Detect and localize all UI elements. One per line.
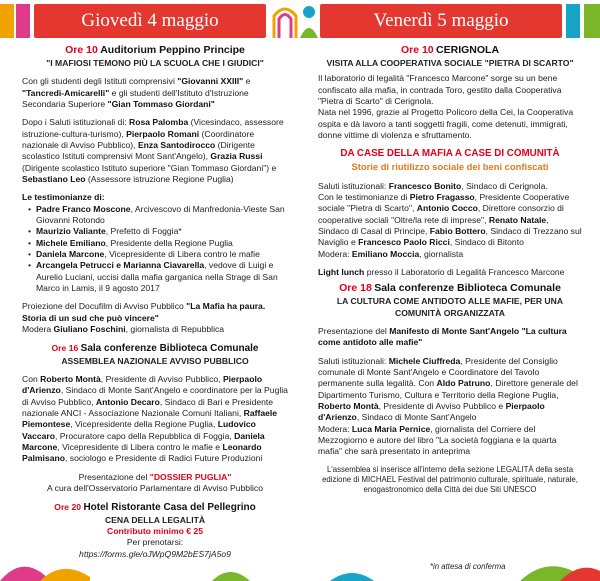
event-header: [22, 501, 288, 514]
paragraph: Con gli studenti degli Istituti comprensivi "Giovanni XXIII" e "Tancredi-Amicarelli" e gli studenti dell'Istituto d'Istruzione Secondaria Superiore "Gian Tommaso Giordani": [22, 76, 251, 109]
leaf-decoration-icon: [296, 2, 322, 40]
guests-list: [22, 204, 288, 295]
booking-link[interactable]: https://forms.gle/oJWpQ9M2bES7jA5o9: [79, 548, 231, 559]
day-banner-friday: [320, 4, 562, 38]
paragraph: Nata nel 1996, grazie al Progetto Policoro della Cei, la Cooperativa ospita e dà lavoro a tanti soggetti fragili, come detenuti, immigrati, donne vittime di violenza e sfruttamento.: [318, 107, 574, 140]
booking-label: Per prenotarsi:: [126, 537, 184, 548]
list-item: • Michele Emiliano, Presidente della Regione Puglia: [28, 238, 288, 249]
paragraph: Saluti istituzionali: Michele Ciuffreda, Presidente del Consiglio comunale di Monte Sant'Angelo e Coordinatore del Tavolo permanente sulla legalità. Con Aldo Patruno, Direttore generale del Dipartimento Turismo, Cultura e Territorio della Regione Puglia, Roberto Montà, Presidente di Avviso Pubblico e Pierpaolo d'Arienzo, Sindaco di Monte Sant'Angelo Modera: Luca Maria Pernice, giornalista del Corriere del Mezzogiorno e autore del libro "La società foggiana e la quarta mafia" che sarà presentato in anteprima: [318, 355, 578, 457]
list-item: • Padre Franco Moscone, Arcivescovo di Manfredonia-Vieste San Giovanni Rotondo: [28, 204, 288, 227]
decor-bar-green: [584, 4, 600, 38]
contribution-label: Contributo minimo € 25: [107, 525, 203, 536]
paragraph: Saluti istituzionali: Francesco Bonito, Sindaco di Cerignola. Con le testimonianze di Pietro Fragasso, Presidente Cooperative sociale "Pietra di Scarto", Antonio Cocco, Direttore consorzio di cooperative sociali "Oltre/la rete di imprese", Renato Natale, Sindaco di Casal di Principe, Fabio Bottero, Sindaco di Trezzano sul Naviglio e Francesco Paolo Ricci, Sindaco di Bitonto Modera: Emiliano Moccia, giornalista: [318, 180, 582, 259]
bottom-decoration-icon: [0, 548, 600, 581]
event-title: VISITA ALLA COOPERATIVA SOCIALE "PIETRA DI SCARTO": [326, 57, 574, 68]
event-title: CENA DELLA LEGALITÀ: [104, 514, 206, 525]
arch-decoration-icon: [272, 2, 298, 40]
festival-note: L'assemblea si inserisce all'interno della sezione LEGALITÀ della sesta edizione di MICHAEL Festival del patrimonio culturale, spirituale, naturale, enogastronomico della Città dei due Siti UNESCO: [322, 464, 578, 495]
event-header: [318, 44, 582, 58]
friday-column: [318, 44, 582, 496]
section-subtitle: Storie di riutilizzo sociale dei beni confiscati: [351, 161, 549, 173]
event-header: [22, 44, 288, 58]
decor-bar-pink: [16, 4, 30, 38]
event-time: Ore 10: [400, 44, 434, 56]
dossier-presentation: Presentazione del "DOSSIER PUGLIA" A cura dell'Osservatorio Parlamentare di Avviso Pubblico: [47, 471, 263, 494]
day-title: Giovedì 4 maggio: [81, 10, 219, 31]
paragraph: Il laboratorio di legalità "Francesco Marcone" sorge su un bene confiscato alla mafia, in contrada Toro, gestito dalla Cooperativa "Pietra di Scarto" di Cerignola.: [318, 73, 562, 106]
event-header: [22, 342, 288, 355]
event-place: CERIGNOLA: [436, 44, 500, 56]
event-title: ASSEMBLEA NAZIONALE AVVISO PUBBLICO: [61, 355, 249, 366]
paragraph: Proiezione del Docufilm di Avviso Pubblico "La Mafia ha paura. Storia di un sud che può vincere" Modera Giuliano Foschini, giornalista di Repubblica: [22, 301, 266, 335]
footnote: *in attesa di conferma: [430, 562, 506, 571]
event-place: Sala conferenze Biblioteca Comunale: [374, 282, 561, 295]
event-place: Hotel Ristorante Casa del Pellegrino: [83, 502, 256, 514]
day-title: Venerdì 5 maggio: [373, 10, 509, 31]
section-title: DA CASE DELLA MAFIA A CASE DI COMUNITÀ: [340, 148, 560, 160]
thursday-column: [22, 44, 288, 560]
event-header: [318, 282, 582, 296]
decor-bar-blue: [566, 4, 580, 38]
lunch-note: Light lunch presso il Laboratorio di Legalità Francesco Marcone: [318, 267, 565, 277]
paragraph: Presentazione del Manifesto di Monte Sant'Angelo "La cultura come antidoto alle mafie": [318, 325, 567, 348]
list-item: • Daniela Marcone, Vicepresidente di Libera contro le mafie: [28, 249, 288, 260]
event-time: Ore 20: [54, 502, 82, 513]
event-time: Ore 16: [51, 343, 79, 354]
paragraph: Con Roberto Montà, Presidente di Avviso Pubblico, Pierpaolo d'Arienzo, Sindaco di Monte Sant'Angelo e coordinatore per la Puglia di Avviso Pubblico, Antonio Decaro, Sindaco di Bari e Presidente nazionale ANCI - Associazione Nazionale Comuni Italiani, Raffaele Piemontese, Vicepresidente della Regione Puglia, Ludovico Vaccaro, Procuratore capo della Repubblica di Foggia, Daniela Marcone, Vicepresidente di Libera contro le mafie e Leonardo Palmisano, sociologo e Presidente di Radici Future Produzioni: [22, 373, 288, 464]
list-item: • Arcangela Petrucci e Marianna Ciavarella, vedove di Luigi e Aurelio Luciani, uccisi dalla mafia garganica nella Strage di San Marco in Lamis, il 9 agosto 2017: [28, 260, 288, 294]
event-place: Sala conferenze Biblioteca Comunale: [80, 343, 259, 355]
event-time: Ore 10: [65, 44, 98, 56]
event-place: Auditorium Peppino Principe: [100, 44, 245, 56]
day-banner-thursday: [34, 4, 266, 38]
event-title: LA CULTURA COME ANTIDOTO ALLE MAFIE, PER UNA COMUNITÀ ORGANIZZATA: [336, 296, 564, 318]
event-time: Ore 18: [339, 282, 372, 295]
paragraph: Dopo i Saluti istituzionali di: Rosa Palomba (Vicesindaco, assessore istruzione-cultura-turismo), Pierpaolo Romani (Coordinatore nazionale di Avviso Pubblico), Enza Santodirocco (Dirigente scolastico Istituti comprensivi Mont Sant'Angelo), Grazia Russi (Dirigente scolastico Istituto superiore "Gian Tommaso Giordani") e Sebastiano Leo (Assessore istruzione Regione Puglia): [22, 117, 284, 184]
decor-bar-orange: [0, 4, 14, 38]
guests-label: Le testimonianze di:: [22, 192, 105, 203]
event-title: "I MAFIOSI TEMONO PIÙ LA SCUOLA CHE I GIUDICI": [46, 57, 264, 68]
list-item: • Maurizio Valiante, Prefetto di Foggia*: [28, 226, 288, 237]
